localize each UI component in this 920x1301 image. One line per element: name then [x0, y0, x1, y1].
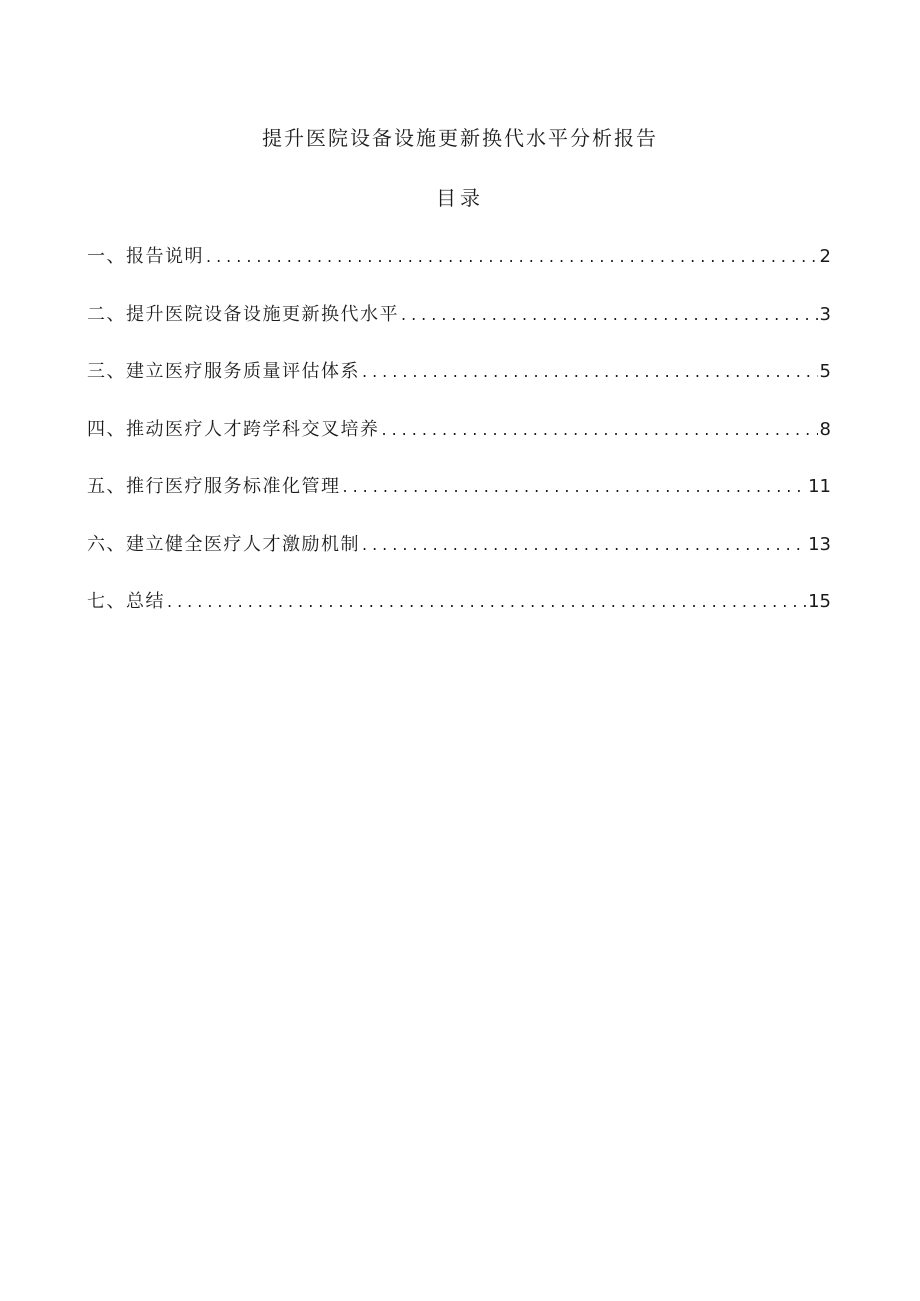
toc-heading: 目录 — [436, 186, 484, 210]
toc-entry-page-number: 2 — [819, 246, 831, 267]
toc-entry-label: 一、报告说明 — [87, 246, 204, 267]
table-of-contents — [87, 242, 831, 645]
toc-entry-label: 二、提升医院设备设施更新换代水平 — [87, 303, 399, 325]
toc-entry[interactable] — [87, 300, 831, 329]
toc-entry-page-number: 13 — [808, 533, 831, 555]
toc-entry-page-number: 5 — [819, 361, 831, 382]
toc-dot-leader — [382, 415, 818, 444]
toc-entry[interactable] — [87, 472, 831, 501]
toc-entry[interactable] — [87, 415, 831, 444]
toc-entry[interactable] — [87, 587, 831, 616]
toc-entry-label: 五、推行医疗服务标准化管理 — [87, 476, 341, 497]
toc-dot-leader — [401, 300, 818, 329]
toc-entry[interactable] — [87, 357, 831, 386]
toc-entry[interactable] — [87, 530, 831, 559]
toc-entry-page-number: 11 — [808, 476, 831, 497]
toc-dot-leader — [362, 357, 818, 386]
toc-entry-label: 三、建立医疗服务质量评估体系 — [87, 361, 360, 382]
toc-entry-page-number: 3 — [819, 303, 831, 325]
toc-dot-leader — [362, 530, 806, 559]
toc-entry[interactable] — [87, 242, 831, 271]
toc-dot-leader — [343, 472, 807, 501]
toc-entry-label: 六、建立健全医疗人才激励机制 — [87, 533, 360, 555]
toc-entry-page-number: 15 — [808, 591, 831, 612]
toc-entry-label: 四、推动医疗人才跨学科交叉培养 — [87, 418, 380, 440]
toc-dot-leader — [206, 242, 818, 271]
toc-dot-leader — [167, 587, 806, 616]
document-title: 提升医院设备设施更新换代水平分析报告 — [262, 126, 658, 150]
toc-entry-label: 七、总结 — [87, 591, 165, 612]
toc-entry-page-number: 8 — [819, 418, 831, 440]
